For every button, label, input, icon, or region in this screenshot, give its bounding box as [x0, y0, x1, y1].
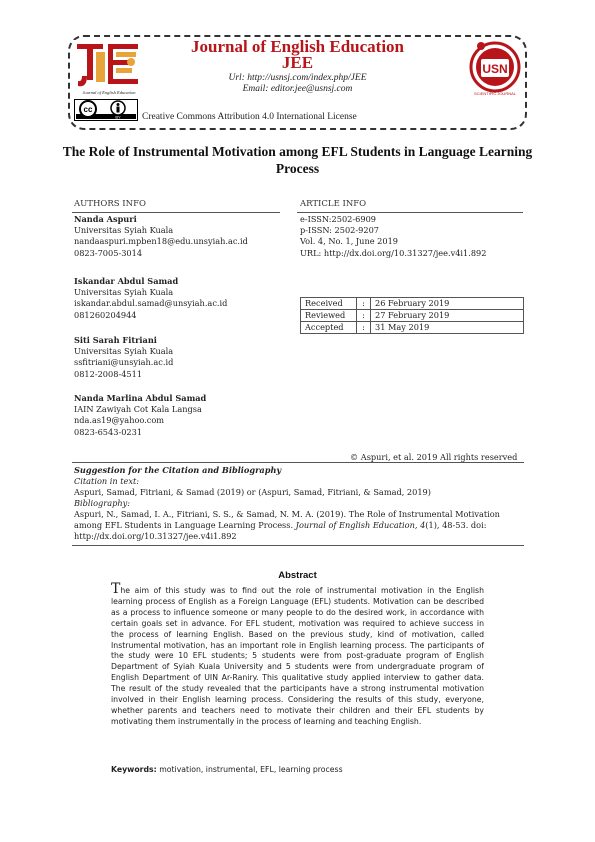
- author-name: Nanda Marlina Abdul Samad: [74, 393, 207, 403]
- abstract-body: [111, 581, 484, 728]
- bibliography-text: Aspuri, N., Samad, I. A., Fitriani, S. S., & Samad, N. M. A. (2019). The Role of Instrumental Motivation among EFL Students in Language Learning Process.: [74, 509, 500, 530]
- author-affiliation: Universitas Syiah Kuala: [74, 287, 174, 298]
- table-row: [301, 310, 524, 322]
- volume-issue: Vol. 4, No. 1, June 2019: [300, 236, 399, 247]
- author-phone: 081260204944: [74, 309, 137, 320]
- article-divider: [297, 212, 523, 213]
- journal-abbreviation: JEE: [281, 53, 314, 72]
- copyright-notice: © Aspuri, et al. 2019 All rights reserved: [350, 452, 518, 462]
- author-email[interactable]: nandaaspuri.mpben18@edu.unsyiah.ac.id: [74, 236, 248, 247]
- author-phone: 0812-2008-4511: [74, 368, 143, 379]
- keywords-label: Keywords:: [111, 765, 157, 774]
- date-separator: :: [357, 322, 371, 334]
- author-block: [74, 214, 248, 259]
- keywords-text: motivation, instrumental, EFL, learning process: [159, 765, 343, 774]
- author-name: Siti Sarah Fitriani: [74, 335, 157, 345]
- creative-commons-by-badge-icon[interactable]: [74, 99, 138, 121]
- bibliography-doi[interactable]: (1), 48-53. doi: http://dx.doi.org/10.31327/jee.v4i1.892: [74, 520, 487, 541]
- author-email[interactable]: iskandar.abdul.samad@unsyiah.ac.id: [74, 298, 228, 309]
- date-value: 31 May 2019: [371, 322, 524, 334]
- bibliography-entry: [74, 509, 526, 542]
- abstract-heading: Abstract: [278, 570, 317, 581]
- author-email[interactable]: ssfitriani@unsyiah.ac.id: [74, 357, 174, 368]
- citation-top-divider: [72, 462, 524, 463]
- author-name: Nanda Aspuri: [74, 214, 137, 224]
- svg-text:USN: USN: [482, 62, 508, 76]
- table-row: [301, 298, 524, 310]
- table-row: [301, 322, 524, 334]
- article-dates-table: [300, 297, 524, 334]
- date-label: Reviewed: [301, 310, 357, 322]
- abstract-dropcap: T: [111, 581, 121, 597]
- svg-text:BY: BY: [115, 114, 121, 120]
- date-label: Received: [301, 298, 357, 310]
- author-block: [74, 276, 227, 321]
- date-separator: :: [357, 310, 371, 322]
- author-name: Iskandar Abdul Samad: [74, 276, 179, 286]
- journal-email-link[interactable]: Email: editor.jee@usnsj.com: [242, 84, 353, 94]
- author-phone: 0823-7005-3014: [74, 247, 143, 258]
- jee-logo-icon: [74, 40, 142, 96]
- journal-url-link[interactable]: Url: http://usnsj.com/index.php/JEE: [228, 73, 367, 83]
- article-info: [300, 214, 486, 259]
- author-affiliation: Universitas Syiah Kuala: [74, 346, 174, 357]
- citation-section: [74, 465, 526, 542]
- author-block: [74, 335, 173, 380]
- date-value: 26 February 2019: [371, 298, 524, 310]
- author-affiliation: Universitas Syiah Kuala: [74, 225, 174, 236]
- date-label: Accepted: [301, 322, 357, 334]
- author-affiliation: IAIN Zawiyah Cot Kala Langsa: [74, 404, 202, 415]
- citation-bottom-divider: [72, 545, 524, 546]
- doi-url-link[interactable]: URL: http://dx.doi.org/10.31327/jee.v4i1.892: [300, 247, 487, 258]
- bibliography-label: Bibliography:: [74, 498, 130, 508]
- bibliography-journal: Journal of English Education, 4: [295, 520, 426, 530]
- abstract-text: he aim of this study was to find out the role of instrumental motivation in the English learning process of English as a Foreign Language (EFL) students. Motivation can be described as a process to influence someone or many people to do the desired work, in accordance with certain goals set in advance. For EFL student, motivation was required to achieve success in the process of learning English. Based on the previous study, kind of motivation, called Instrumental motivation, has an important role in English learning process. The participants of the study were 10 EFL students; 5 students were from post-graduate program of English Department of Syiah Kuala University and 5 students were from undergraduate program of English Department of UIN Ar-Raniry. This qualitative study applied interview to gather data. The result of the study revealed that the participants have a strong instrumental motivation involved in their English learning process. Considering the results of this study, everyone, whether parents and teachers need to motivate their children and their EFL students by motivating them instrumentally in the process of learning and teaching English.: [111, 586, 484, 726]
- authors-divider: [72, 212, 280, 213]
- citation-heading: Suggestion for the Citation and Bibliography: [74, 465, 282, 475]
- author-phone: 0823-6543-0231: [74, 426, 143, 437]
- license-text: Creative Commons Attribution 4.0 International License: [142, 112, 357, 122]
- pissn: p-ISSN: 2502-9207: [300, 225, 379, 236]
- paper-title: The Role of Instrumental Motivation among EFL Students in Language Learning Process: [62, 144, 533, 176]
- date-value: 27 February 2019: [371, 310, 524, 322]
- date-separator: :: [357, 298, 371, 310]
- citation-in-text-label: Citation in text:: [74, 476, 140, 486]
- keywords: [111, 765, 491, 774]
- authors-info-heading: AUTHORS INFO: [74, 199, 146, 209]
- svg-text:cc: cc: [83, 105, 93, 114]
- citation-in-text: Aspuri, Samad, Fitriani, & Samad (2019) or (Aspuri, Samad, Fitriani, & Samad, 2019): [74, 487, 431, 497]
- author-email[interactable]: nda.as19@yahoo.com: [74, 415, 165, 426]
- journal-title: Journal of English Education: [190, 37, 405, 56]
- logo-caption: Journal of English Education: [82, 90, 136, 95]
- author-block: [74, 393, 206, 438]
- article-info-heading: ARTICLE INFO: [300, 199, 367, 209]
- eissn: e-ISSN:2502-6909: [300, 214, 376, 224]
- svg-text:SCIENTIFIC JOURNAL: SCIENTIFIC JOURNAL: [473, 91, 517, 96]
- usn-scientific-journal-logo-icon: [469, 37, 521, 99]
